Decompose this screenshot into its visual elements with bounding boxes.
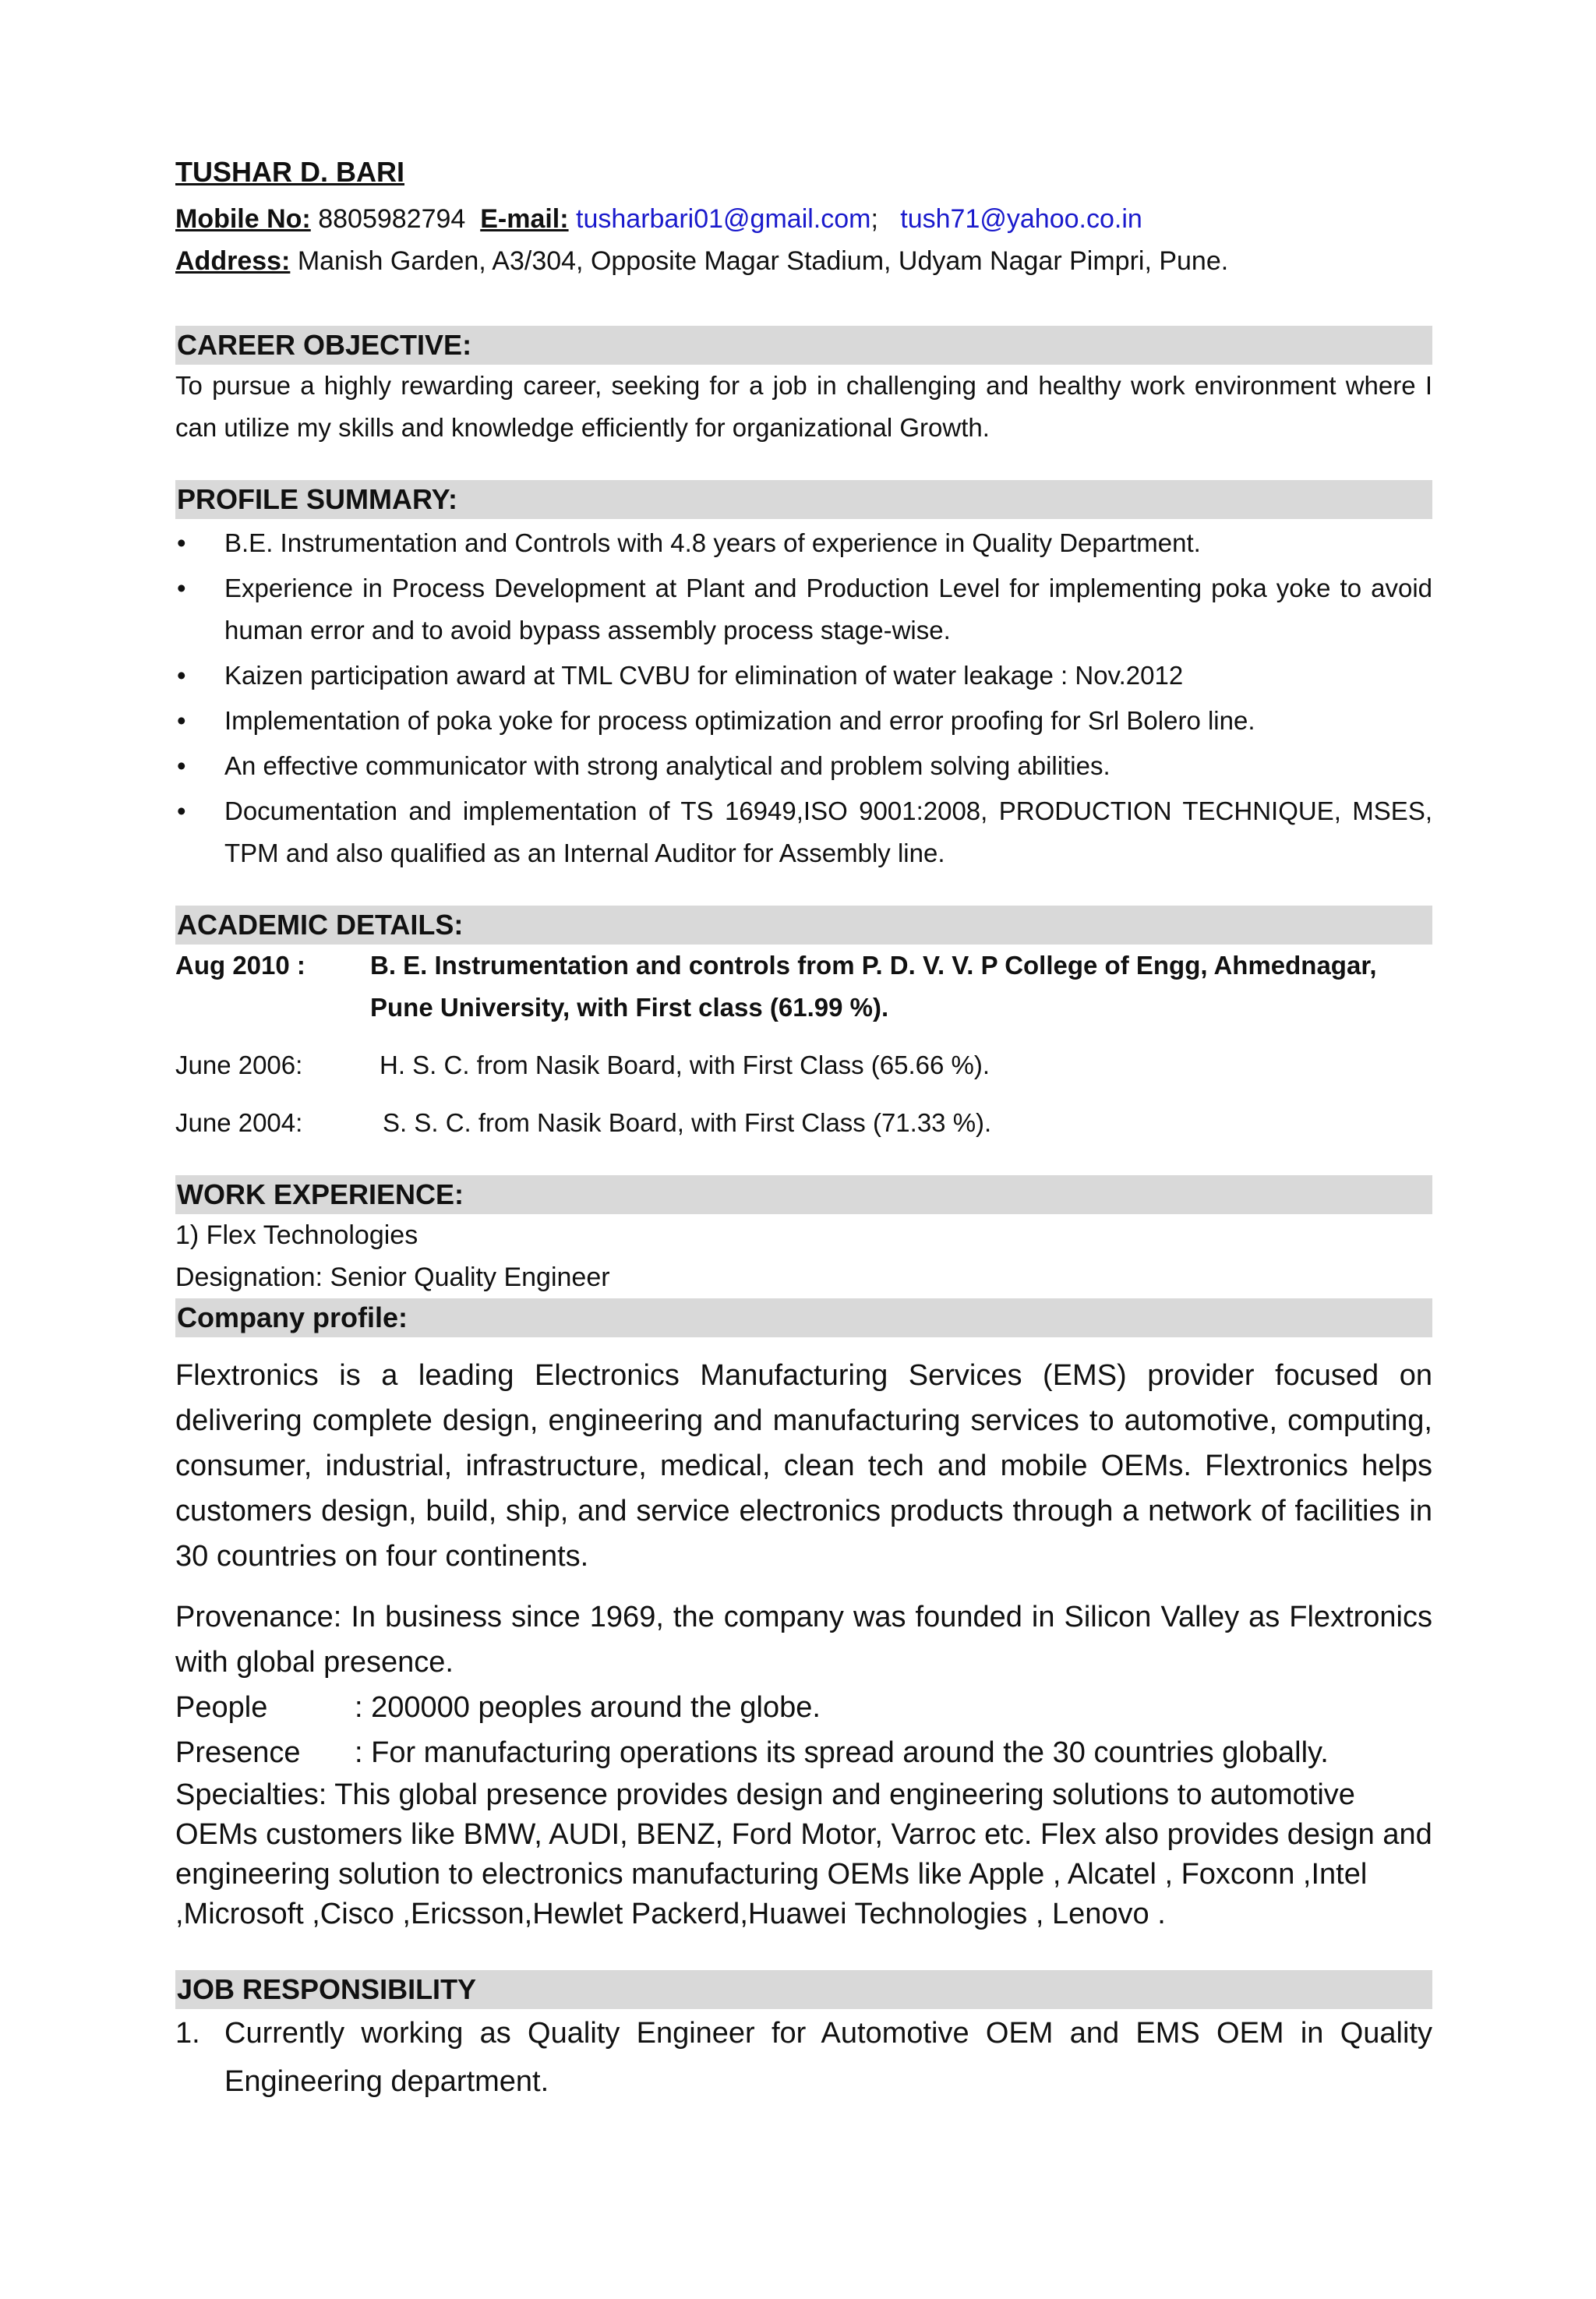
career-objective-heading: CAREER OBJECTIVE: xyxy=(175,326,1432,365)
people-row xyxy=(175,1685,1432,1730)
email-label: E-mail: xyxy=(480,204,569,234)
list-item: • Documentation and implementation of TS 16949,ISO 9001:2008, PRODUCTION TECHNIQUE, MSES, TPM and also qualified as an Internal Auditor for Assembly line. xyxy=(175,790,1432,874)
presence-value: : For manufacturing operations its spread around the 30 countries globally. xyxy=(355,1736,1329,1769)
academic-year: June 2006: xyxy=(175,1051,303,1079)
mobile-label: Mobile No: xyxy=(175,204,311,234)
list-item: • Implementation of poka yoke for process optimization and error proofing for Srl Bolero line. xyxy=(175,700,1432,742)
candidate-name: TUSHAR D. BARI xyxy=(175,156,404,188)
list-item: • Kaizen participation award at TML CVBU for elimination of water leakage : Nov.2012 xyxy=(175,655,1432,697)
career-objective-text: To pursue a highly rewarding career, seeking for a job in challenging and healthy work environment where I can utilize my skills and knowledge efficiently for organizational Growth. xyxy=(175,371,1432,442)
resume-page xyxy=(175,156,1432,2106)
academic-year: Aug 2010 : xyxy=(175,951,305,980)
bullet-icon: • xyxy=(177,796,186,825)
contact-line xyxy=(175,198,1432,240)
job-responsibility-heading: JOB RESPONSIBILITY xyxy=(175,1970,1432,2009)
email-separator: ; xyxy=(870,204,878,234)
designation: Designation: Senior Quality Engineer xyxy=(175,1263,610,1292)
academic-detail: B. E. Instrumentation and controls from P. D. V. V. P College of Engg, Ahmednagar, Pune University, with First class (61.99 %). xyxy=(370,951,1377,1022)
academic-detail: S. S. C. from Nasik Board, with First Class (71.33 %). xyxy=(383,1108,992,1137)
people-label: People xyxy=(175,1691,268,1724)
email-link-2[interactable]: tush71@yahoo.co.in xyxy=(900,204,1142,234)
company-name: 1) Flex Technologies xyxy=(175,1220,418,1250)
bullet-icon: • xyxy=(177,528,186,557)
academic-details-heading: ACADEMIC DETAILS: xyxy=(175,906,1432,945)
profile-summary-list xyxy=(175,522,1432,874)
academic-row xyxy=(175,1044,1432,1086)
list-item: • B.E. Instrumentation and Controls with 4.8 years of experience in Quality Department. xyxy=(175,522,1432,564)
item-number: 1. xyxy=(175,2017,200,2050)
bullet-icon: • xyxy=(177,661,186,690)
address-line xyxy=(175,240,1432,282)
mobile-number: 8805982794 xyxy=(318,204,466,234)
academic-year: June 2004: xyxy=(175,1108,303,1137)
list-item: • An effective communicator with strong analytical and problem solving abilities. xyxy=(175,745,1432,787)
company-profile-text: Flextronics is a leading Electronics Manufacturing Services (EMS) provider focused on delivering complete design, engineering and manufacturing services to automotive, computing, consumer, industrial, infrastructure, medical, clean tech and mobile OEMs. Flextronics helps customers design, build, ship, and service electronics products through a network of facilities in 30 countries on four continents. xyxy=(175,1359,1432,1573)
academic-row xyxy=(175,945,1432,1029)
presence-label: Presence xyxy=(175,1736,301,1769)
item-text: Currently working as Quality Engineer for Automotive OEM and EMS OEM in Quality Engineering department. xyxy=(224,2017,1432,2098)
bullet-icon: • xyxy=(177,751,186,780)
provenance-text: Provenance: In business since 1969, the company was founded in Silicon Valley as Flextronics with global presence. xyxy=(175,1601,1432,1679)
company-profile-heading: Company profile: xyxy=(175,1298,1432,1337)
bullet-icon: • xyxy=(177,706,186,735)
work-experience-heading: WORK EXPERIENCE: xyxy=(175,1175,1432,1214)
people-value: : 200000 peoples around the globe. xyxy=(355,1691,821,1724)
list-item: • Experience in Process Development at Plant and Production Level for implementing poka yoke to avoid human error and to avoid bypass assembly process stage-wise. xyxy=(175,567,1432,652)
email-link-1[interactable]: tusharbari01@gmail.com xyxy=(576,204,871,234)
academic-detail: H. S. C. from Nasik Board, with First Class (65.66 %). xyxy=(380,1051,990,1079)
list-item xyxy=(175,2009,1432,2106)
specialties-text: Specialties: This global presence provides design and engineering solutions to automotive OEMs customers like BMW, AUDI, BENZ, Ford Motor, Varroc etc. Flex also provides design and engineering solution to electronics manufacturing OEMs like Apple , Alcatel , Foxconn ,Intel ,Microsoft ,Cisco ,Ericsson,Hewlet Packerd,Huawei Technologies , Lenovo . xyxy=(175,1778,1432,1930)
bullet-icon: • xyxy=(177,574,186,602)
address-label: Address: xyxy=(175,246,291,276)
address-text: Manish Garden, A3/304, Opposite Magar Stadium, Udyam Nagar Pimpri, Pune. xyxy=(297,246,1229,276)
presence-row xyxy=(175,1730,1432,1775)
profile-summary-heading: PROFILE SUMMARY: xyxy=(175,480,1432,519)
academic-row xyxy=(175,1102,1432,1144)
